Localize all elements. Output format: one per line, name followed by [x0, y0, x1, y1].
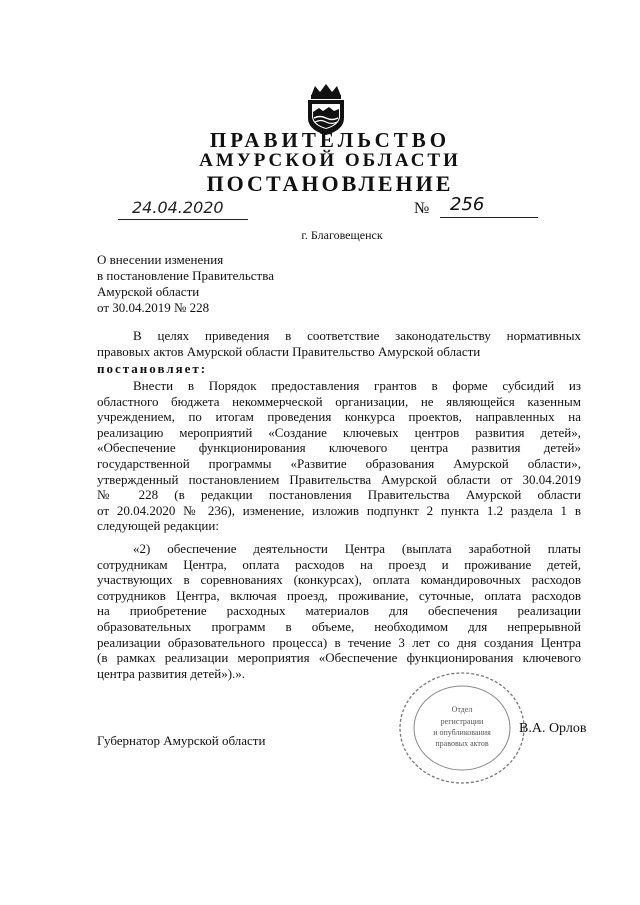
subject-line: в постановление Правительства — [97, 268, 274, 283]
text-line: В целях приведения в соответствие законодательству нормативных — [133, 328, 581, 343]
resolve-word: постановляет: — [97, 361, 208, 376]
subject-line: Амурской области — [97, 284, 200, 299]
stamp-line: Отдел — [451, 705, 473, 714]
text-line: образовательных программ в объеме, необходимом для непрерывной — [97, 618, 581, 634]
text-line: учреждением, по итогам проведения конкурса проектов, направленных на — [97, 409, 581, 425]
number-label: № — [414, 200, 430, 217]
text-line: правовых актов Амурской области Правительство Амурской области — [97, 343, 481, 359]
city: г. Благовещенск — [301, 228, 383, 242]
text-line: сотрудникам Центра, оплата расходов на проезд и проживание детей, — [97, 556, 581, 572]
region-title: АМУРСКОЙ ОБЛАСТИ — [199, 150, 461, 171]
text-line: «2) обеспечение деятельности Центра (выплата заработной платы — [133, 541, 581, 556]
signatory-name: В.А. Орлов — [519, 721, 587, 736]
subject-line: О внесении изменения — [97, 252, 224, 267]
text-line: государственной программы «Развитие образования Амурской области», — [97, 455, 581, 471]
text-line: на приобретение расходных материалов для обеспечения реализации — [97, 603, 581, 619]
document-subject — [97, 252, 274, 316]
text-line: «Обеспечение функционирования ключевого центра развития детей» — [97, 440, 581, 456]
text-line: № 228 (в редакции постановления Правительства Амурской области — [97, 487, 581, 503]
stamp-line: и опубликования — [433, 728, 491, 737]
text-line: утвержденный постановлением Правительства Амурской области от 30.04.2019 — [97, 471, 581, 487]
text-line: от 20.04.2020 № 236), изменение, изложив подпункт 2 пункта 1.2 раздела 1 в — [97, 502, 581, 518]
document-date: 24.04.2020 — [118, 198, 248, 220]
document-type: ПОСТАНОВЛЕНИЕ — [206, 171, 454, 196]
text-line: реализации образовательного процесса) в течение 3 лет со дня создания Центра — [97, 634, 581, 650]
text-line: областного бюджета некоммерческой организации, не являющейся казенным — [97, 393, 581, 409]
stamp-line: правовых актов — [435, 739, 489, 748]
text-line: реализацию мероприятий «Создание ключевых центров развития детей», — [97, 424, 581, 440]
text-line: (в рамках реализации мероприятия «Обеспечение функционирования ключевого — [97, 650, 581, 666]
text-line: участвующих в соревнованиях (конкурсах), оплата командировочных расходов — [97, 572, 581, 588]
document-number: 256 — [440, 194, 538, 218]
main-paragraph — [97, 378, 581, 534]
preamble-paragraph — [97, 328, 581, 359]
signatory-position: Губернатор Амурской области — [97, 733, 266, 748]
text-line: следующей редакции: — [97, 518, 219, 534]
text-line: Внести в Порядок предоставления грантов в форме субсидий из — [133, 378, 581, 393]
text-line: центра развития детей»).». — [97, 665, 246, 681]
subject-line: от 30.04.2019 № 228 — [97, 300, 210, 315]
stamp-line: регистрации — [440, 717, 484, 726]
government-title: ПРАВИТЕЛЬСТВО — [209, 128, 451, 152]
text-line: сотрудников Центра, включая проезд, проживание, суточные, оплата расходов — [97, 587, 581, 603]
amendment-paragraph — [97, 541, 581, 681]
registration-stamp — [395, 668, 529, 788]
